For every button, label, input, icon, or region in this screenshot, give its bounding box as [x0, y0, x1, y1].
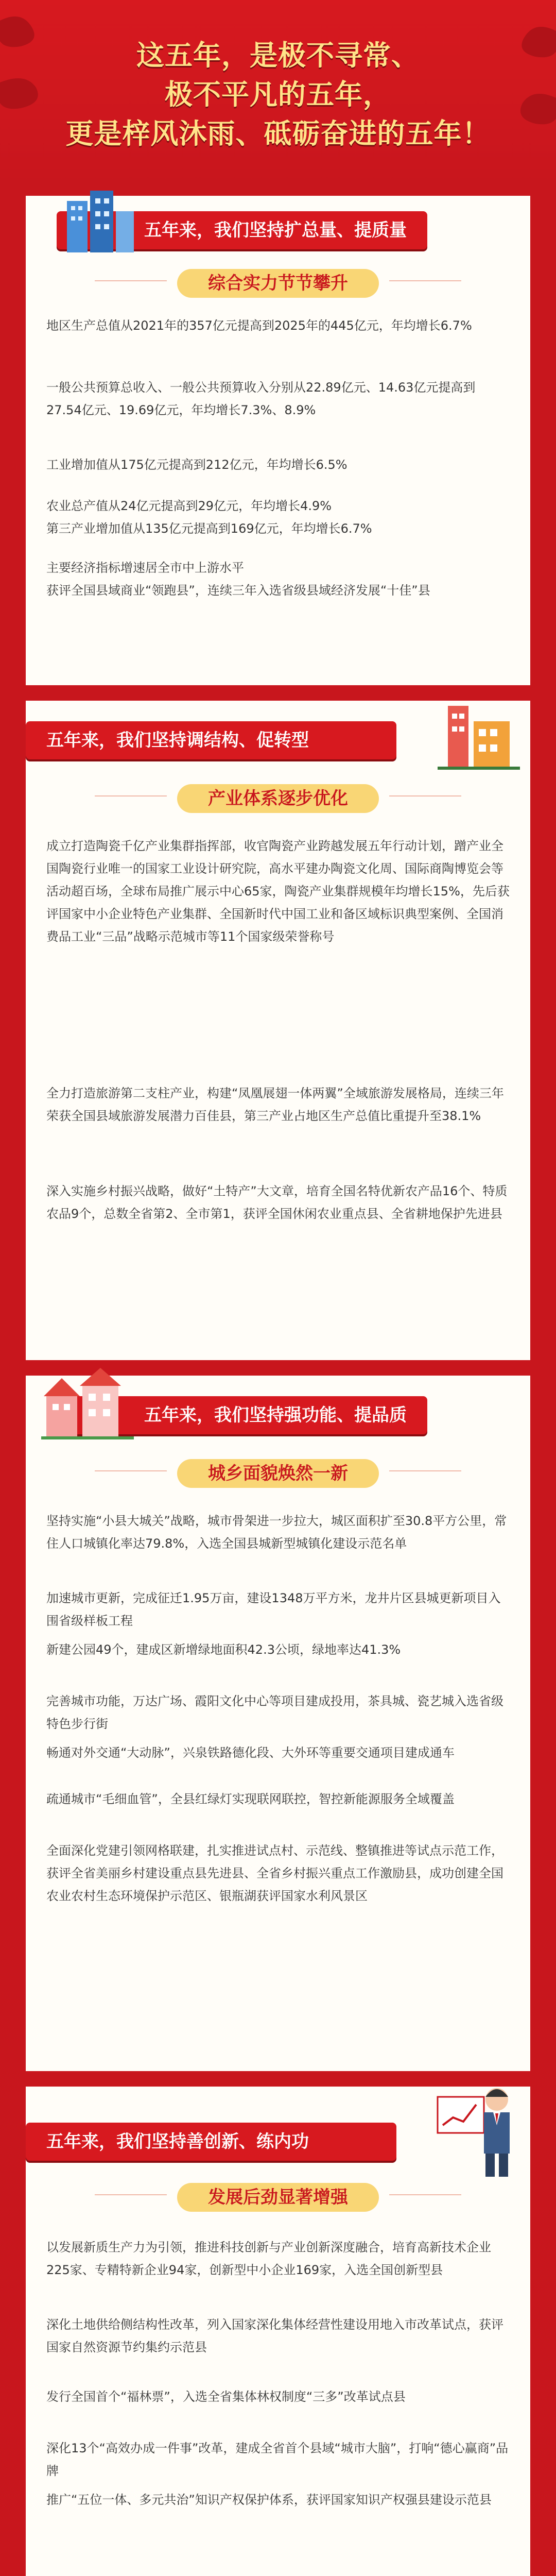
page-title: [46, 36, 510, 154]
paragraph: 第三产业增加值从135亿元提高到169亿元，年均增长6.7%: [46, 521, 372, 536]
section-banner: 五年来，我们坚持强功能、提品质: [57, 1396, 427, 1434]
paragraph: 一般公共预算总收入、一般公共预算收入分别从22.89亿元、14.63亿元提高到27.54亿元、19.69亿元，年均增长7.3%、8.9%: [46, 380, 476, 417]
subtitle-pill: 综合实力节节攀升: [177, 269, 379, 298]
paragraph: 以发展新质生产力为引领，推进科技创新与产业创新深度融合，培育高新技术企业225家、专精特新企业94家，创新型中小企业169家，入选全国创新型县: [46, 2240, 491, 2277]
paragraph: 疏通城市“毛细血管”，全县红绿灯实现联网联控，智控新能源服务全域覆盖: [46, 1792, 455, 1806]
paragraph: 畅通对外交通“大动脉”，兴泉铁路德化段、大外环等重要交通项目建成通车: [46, 1745, 455, 1760]
town-houses-icon: [41, 1365, 134, 1443]
title-line: 更是梓风沐雨、砥砺奋进的五年！: [65, 117, 491, 150]
factory-icon: [438, 696, 520, 773]
paragraph: 全力打造旅游第二支柱产业，构建“凤凰展翅一体两翼”全域旅游发展格局，连续三年荣获全国县域旅游发展潜力百佳县，第三产业占地区生产总值比重提升至38.1%: [46, 1086, 504, 1123]
section-banner: 五年来，我们坚持调结构、促转型: [26, 721, 396, 759]
section-panel: [26, 2087, 530, 2576]
header: [0, 0, 556, 185]
subtitle-pill: 城乡面貌焕然一新: [177, 1459, 379, 1488]
auspicious-cloud-icon: [0, 0, 51, 155]
paragraph: 深入实施乡村振兴战略，做好“土特产”大文章，培育全国名特优新农产品16个、特质农品9个，总数全省第2、全市第1，获评全国休闲农业重点县、全省耕地保护先进县: [46, 1184, 508, 1221]
paragraph: 成立打造陶瓷千亿产业集群指挥部，收官陶瓷产业跨越发展五年行动计划，蹭产业全国陶瓷行业唯一的国家工业设计研究院，高水平建办陶瓷文化周、国际商陶博览会等活动超百场，全球布局推广展示中心65家，陶瓷产业集群规模年均增长15%，先后获评国家中小企业特色产业集群、全国新时代中国工业和备区域标识典型案例、全国消费品工业“三品”战略示范城市等11个国家级荣誉称号: [46, 839, 510, 944]
paragraph: 新建公园49个，建成区新增绿地面积42.3公顷，绿地率达41.3%: [46, 1642, 401, 1657]
title-line: 极不平凡的五年，: [165, 78, 391, 111]
section-panel: [26, 196, 530, 685]
paragraph: 农业总产值从24亿元提高到29亿元，年均增长4.9%: [46, 499, 332, 513]
paragraph: 主要经济指标增速居全市中上游水平: [46, 561, 244, 575]
paragraph: 推广“五位一体、多元共治”知识产权保护体系，获评国家知识产权强县建设示范县: [46, 2493, 492, 2507]
paragraph: 发行全国首个“福林票”，入选全省集体林权制度“三多”改革试点县: [46, 2389, 406, 2404]
section-subtitle: [26, 263, 530, 304]
section-subtitle: [26, 1453, 530, 1494]
paragraph: 获评全国县域商业“领跑县”，连续三年入选省级县域经济发展“十佳”县: [46, 583, 430, 598]
paragraph: 全面深化党建引领网格联建，扎实推进试点村、示范线、整镇推进等试点示范工作，获评全省美丽乡村建设重点县先进县、全省乡村振兴重点工作激励县，成功创建全国农业农村生态环境保护示范区、银瓶湖获评国家水利风景区: [46, 1843, 503, 1903]
subtitle-pill: 发展后劲显著增强: [177, 2183, 379, 2212]
section-banner: 五年来，我们坚持善创新、练内功: [26, 2123, 396, 2161]
paragraph: 工业增加值从175亿元提高到212亿元，年均增长6.5%: [46, 457, 348, 472]
section-banner: 五年来，我们坚持扩总量、提质量: [57, 211, 427, 249]
paragraph: 地区生产总值从2021年的357亿元提高到2025年的445亿元，年均增长6.7%: [46, 318, 472, 333]
paragraph: 加速城市更新，完成征迁1.95万亩，建设1348万平方米，龙井片区县城更新项目入围省级样板工程: [46, 1591, 501, 1628]
section-subtitle: [26, 778, 530, 819]
section-panel: [26, 1376, 530, 2071]
section-subtitle: [26, 2177, 530, 2218]
businessman-presenting-icon: [432, 2076, 520, 2179]
title-line: 这五年，是极不寻常、: [136, 39, 420, 72]
paragraph: 深化13个“高效办成一件事”改革，建成全省首个县域“城市大脑”，打响“德心赢商”品牌: [46, 2441, 509, 2478]
auspicious-cloud-icon: [505, 0, 556, 155]
paragraph: 完善城市功能，万达广场、霞阳文化中心等项目建成投用，茶具城、瓷艺城入选省级特色步行街: [46, 1694, 503, 1731]
subtitle-pill: 产业体系逐步优化: [177, 784, 379, 813]
section-panel: [26, 701, 530, 1360]
city-building-icon: [57, 185, 139, 258]
paragraph: 坚持实施“小县大城关”战略，城市骨架进一步拉大，城区面积扩至30.8平方公里，常住人口城镇化率达79.8%，入选全国县城新型城镇化建设示范名单: [46, 1514, 507, 1551]
paragraph: 深化土地供给侧结构性改革，列入国家深化集体经营性建设用地入市改革试点，获评国家自然资源节约集约示范县: [46, 2317, 503, 2354]
